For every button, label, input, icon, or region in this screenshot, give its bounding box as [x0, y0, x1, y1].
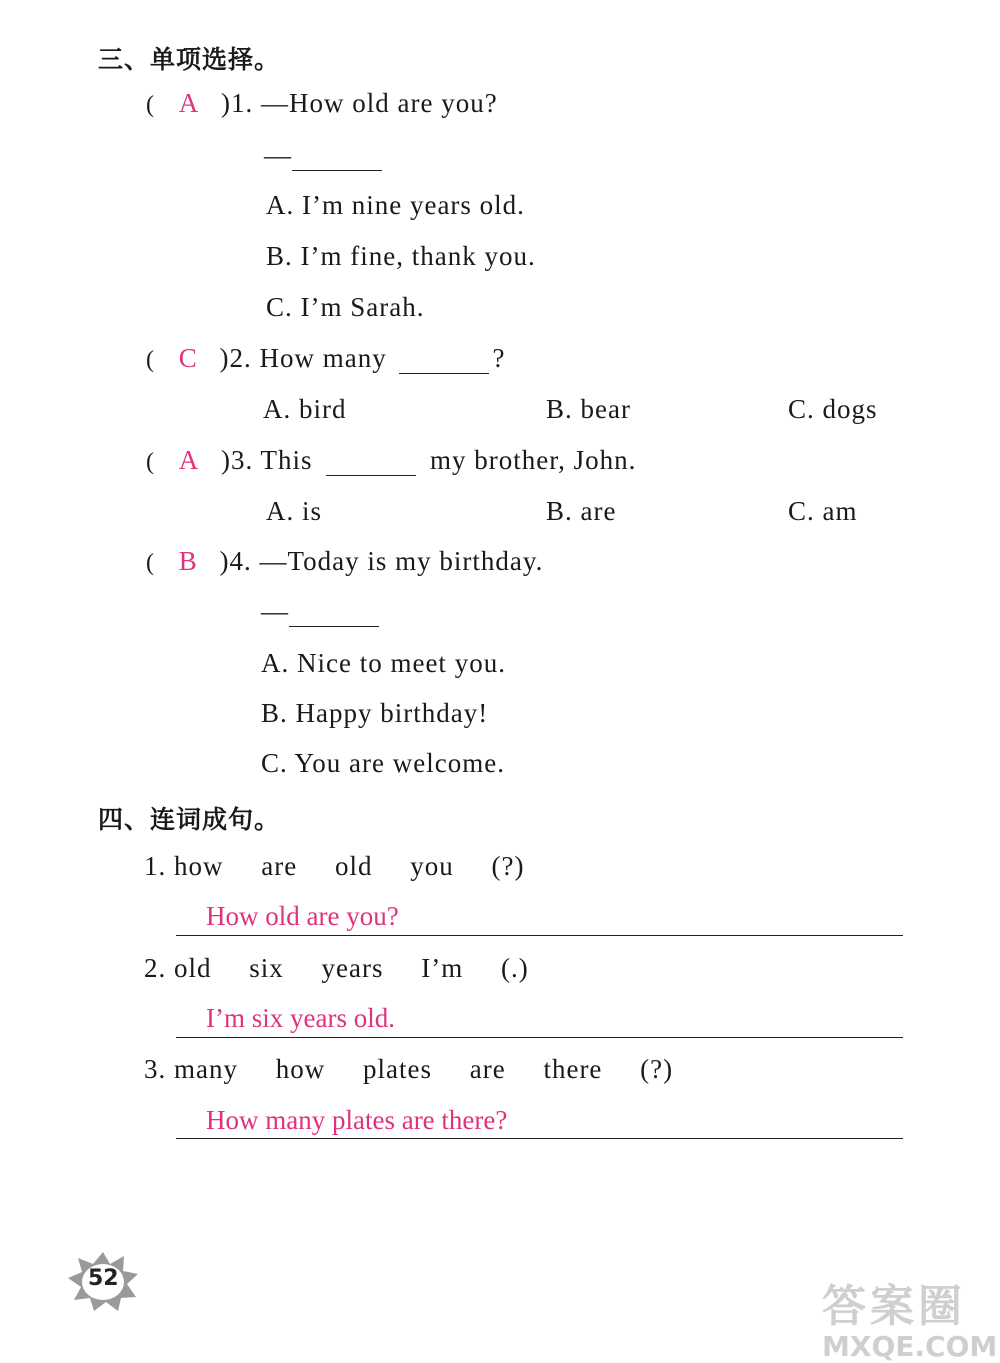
paren-open: ( — [146, 347, 155, 373]
question-stem: —How old are you? — [261, 88, 498, 118]
question-4 — [146, 546, 543, 577]
reply-blank-4 — [261, 596, 379, 627]
word: many — [174, 1054, 238, 1084]
item-number: 3. — [144, 1054, 167, 1084]
answer-4: B — [178, 546, 198, 576]
answer-underline — [176, 1037, 903, 1038]
question-stem: —Today is my birthday. — [259, 546, 544, 576]
option-2c: C. dogs — [788, 394, 878, 424]
question-number: )4. — [219, 546, 252, 576]
word: are — [261, 851, 298, 881]
answer-3: A — [178, 445, 200, 475]
answer-1: A — [178, 88, 200, 118]
word: are — [469, 1054, 506, 1084]
reply-dash: — — [264, 140, 292, 170]
section3-heading: 三、单项选择。 — [98, 45, 281, 74]
answer-sentence-2: I’m six years old. — [206, 1003, 395, 1033]
item-number: 2. — [144, 953, 167, 983]
option-3b: B. are — [546, 496, 617, 526]
question-number: )1. — [221, 88, 254, 118]
paren-open: ( — [146, 449, 155, 475]
question-stem: How many — [259, 343, 387, 373]
paren-open: ( — [146, 92, 155, 118]
answer-2: C — [178, 343, 198, 373]
option-3c: C. am — [788, 496, 858, 526]
option-3a: A. is — [266, 496, 323, 526]
option-2a: A. bird — [263, 394, 347, 424]
section4-heading: 四、连词成句。 — [98, 805, 281, 834]
paren-open: ( — [146, 550, 155, 576]
word: I’m — [421, 953, 464, 983]
watermark-domain: MXQE.COM — [822, 1330, 998, 1363]
option-1a: A. I’m nine years old. — [266, 190, 525, 220]
option-2b: B. bear — [546, 394, 631, 424]
blank-line — [326, 474, 416, 476]
watermark-logo-text: 答案圈 — [822, 1281, 966, 1332]
blank-line — [399, 372, 489, 374]
answer-sentence-3: How many plates are there? — [206, 1105, 508, 1135]
watermark — [822, 1270, 997, 1363]
reply-dash: — — [261, 596, 289, 626]
option-4b: B. Happy birthday! — [261, 698, 489, 728]
word: there — [543, 1054, 603, 1084]
option-4a: A. Nice to meet you. — [261, 648, 506, 678]
word: six — [249, 953, 284, 983]
question-stem-end: my brother, John. — [430, 445, 637, 475]
word: how — [275, 1054, 326, 1084]
word: (?) — [640, 1054, 674, 1084]
word: you — [410, 851, 454, 881]
answer-underline — [176, 935, 903, 936]
question-3 — [146, 445, 636, 476]
question-stem-end: ? — [492, 343, 506, 373]
word: old — [334, 851, 373, 881]
scrambled-words-1 — [144, 851, 554, 882]
option-1c: C. I’m Sarah. — [266, 292, 425, 322]
word: old — [174, 953, 212, 983]
blank-line — [289, 625, 379, 627]
reply-blank-1 — [264, 140, 382, 171]
word: (?) — [491, 851, 525, 881]
scrambled-words-2 — [144, 953, 559, 984]
option-4c: C. You are welcome. — [261, 748, 505, 778]
question-2 — [146, 343, 505, 374]
answer-underline — [176, 1138, 903, 1139]
word: how — [174, 851, 224, 881]
question-1 — [146, 88, 498, 119]
question-stem: This — [260, 445, 313, 475]
page-number: 52 — [88, 1266, 119, 1291]
page-number-badge — [66, 1250, 140, 1312]
answer-sentence-1: How old are you? — [206, 901, 399, 931]
word: (.) — [500, 953, 529, 983]
question-number: )2. — [219, 343, 252, 373]
blank-line — [292, 169, 382, 171]
scrambled-words-3 — [144, 1054, 703, 1085]
option-1b: B. I’m fine, thank you. — [266, 241, 536, 271]
word: plates — [363, 1054, 432, 1084]
item-number: 1. — [144, 851, 167, 881]
question-number: )3. — [221, 445, 254, 475]
word: years — [321, 953, 384, 983]
